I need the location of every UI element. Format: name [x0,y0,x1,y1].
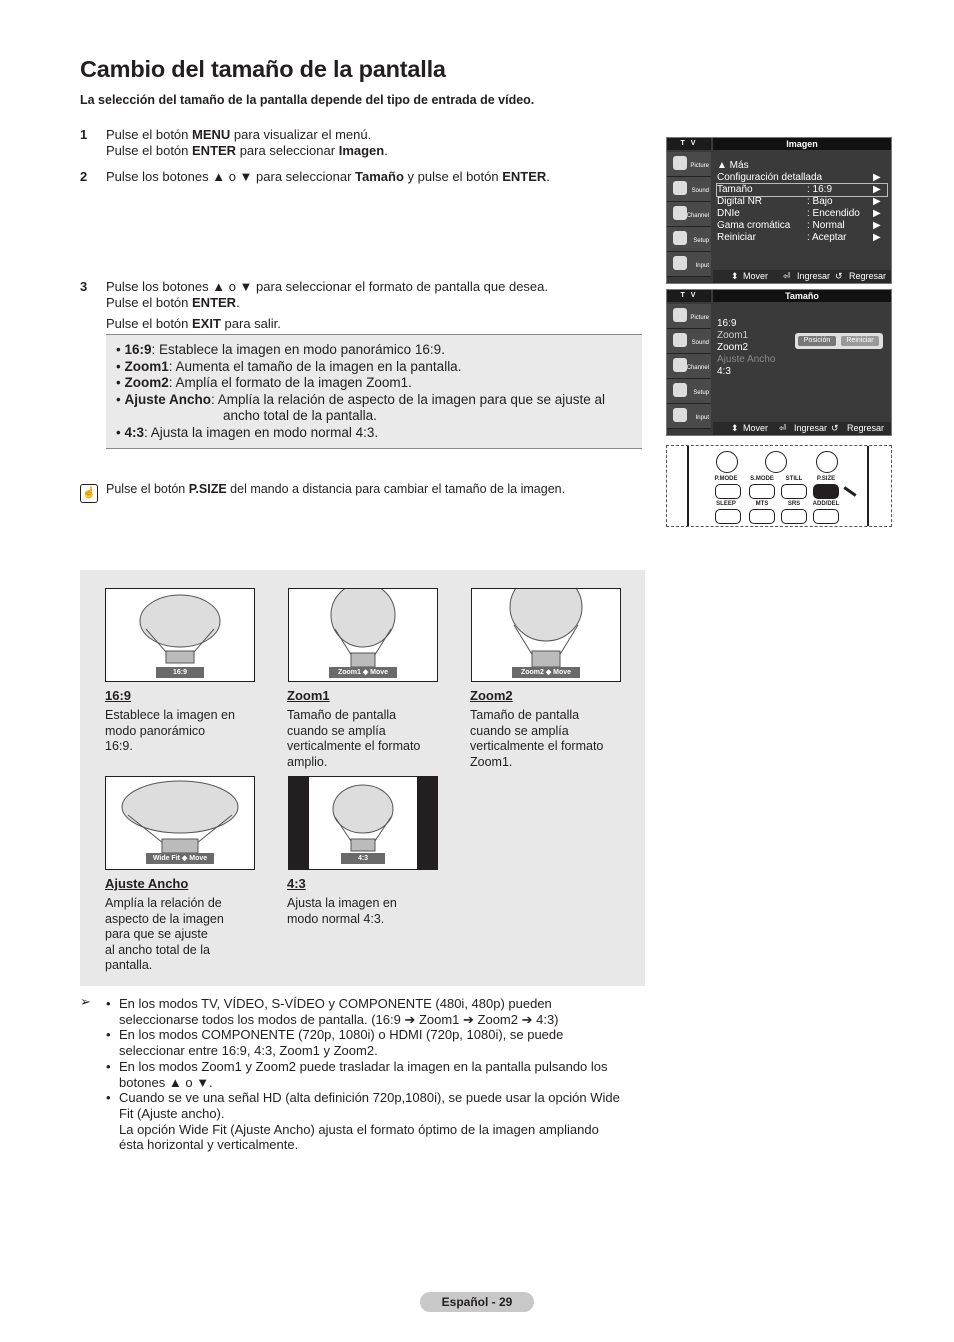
sound-icon [673,333,687,347]
remote-edge [687,446,689,526]
osd-footer-move: Mover [743,271,769,281]
updown-icon: ⬍ [731,423,739,433]
hand-note-icon: ☝ [80,484,98,503]
osd-side-input[interactable] [667,252,711,277]
notes-list [106,996,641,1153]
osd-size-wide-fit[interactable]: Ajuste Ancho [717,354,776,365]
desc-line: Establece la imagen en [105,708,235,722]
osd-side-setup[interactable] [667,379,711,404]
osd-row-value: : Normal [807,220,845,231]
adddel-button[interactable] [813,509,839,524]
channel-icon [673,206,687,220]
desc-line: verticalmente el formato [470,739,604,753]
updown-icon: ⬍ [731,271,739,281]
osd-side-picture[interactable] [667,304,711,329]
osd-side-label: Sound [691,340,709,346]
osd-size-4-3[interactable]: 4:3 [717,366,731,377]
osd-side-label: Picture [690,163,709,169]
psize-button[interactable] [813,484,839,499]
osd-footer-enter: Ingresar [797,271,831,281]
screen-size-tag: Zoom1 ◆ Move [329,667,397,678]
note-line: La opción Wide Fit (Ajuste Ancho) ajusta el formato óptimo de la imagen ampliando [119,1121,599,1137]
osd-side-label: Picture [690,315,709,321]
step-text: y pulse el botón [403,169,503,184]
osd-row-label: Digital NR [717,196,763,207]
desc-line: modo normal 4:3. [287,911,385,926]
step-text: Pulse el botón [106,316,193,331]
note-line: • En los modos COMPONENTE (720p, 1080i) o HDMI (720p, 1080i), se puede [119,1027,564,1043]
thumb-title: 16:9 [105,688,132,703]
remote-control-detail [666,445,892,527]
chevron-right-icon: ▶ [873,232,881,243]
desc-line: aspecto de la imagen [105,911,224,926]
sleep-button[interactable] [715,509,741,524]
remote-button[interactable] [765,451,787,473]
osd-picture-menu [666,137,892,284]
return-icon: ↺ [831,423,839,433]
still-label: STILL [785,476,803,482]
pmode-button[interactable] [715,484,741,499]
osd-sidebar [667,152,711,277]
desc-line: 16:9. [105,739,133,753]
desc-line: pantalla. [105,958,153,972]
osd-submenu [795,333,883,349]
osd-footer-enter: Ingresar [794,423,828,433]
osd-side-channel[interactable] [667,202,711,227]
thumb-description [287,708,437,770]
screen-size-gallery [80,570,645,986]
osd-footer-move: Mover [743,423,769,433]
input-icon [673,256,687,270]
thumb-description [105,896,255,974]
note-line: • En los modos Zoom1 y Zoom2 puede trasladar la imagen en la pantalla pulsando los [119,1058,608,1074]
chevron-right-icon: ▶ [873,220,881,231]
step-number: 2 [80,169,88,184]
step-number: 1 [80,127,88,142]
step-text: para seleccionar [236,143,339,158]
option-desc: : Amplía el formato de la imagen Zoom1. [168,375,412,390]
thumb-title: 4:3 [287,876,306,891]
size-options-box [106,334,642,449]
page-number: Español - 29 [420,1292,534,1312]
note-item [106,1090,641,1153]
menu-name: Tamaño [355,169,404,184]
osd-side-setup[interactable] [667,227,711,252]
remote-button[interactable] [816,451,838,473]
note-line: botones ▲ o ▼. [119,1074,213,1090]
thumb-description [287,896,437,927]
osd-size-zoom2[interactable]: Zoom2 [717,342,749,353]
step-text: Pulse los botones ▲ o ▼ para seleccionar el formato de pantalla que desea. [106,279,548,294]
note-text: Pulse el botón [106,482,189,496]
step-text: Pulse el botón [106,127,193,142]
step-number: 3 [80,279,88,294]
input-icon [673,408,687,422]
option-wide-fit: • Ajuste Ancho: Amplía la relación de aspecto de la imagen para que se ajuste al [116,391,605,407]
option-4-3: • 4:3: Ajusta la imagen en modo normal 4:3. [116,424,379,440]
osd-row-dnie[interactable] [717,208,887,220]
step-text: . [384,143,388,158]
picture-icon [673,156,687,170]
option-name: Zoom1 [124,358,169,374]
osd-row-value: : Bajo [807,196,833,207]
screen-size-tag: Zoom2 ◆ Move [512,667,580,678]
option-zoom1: • Zoom1: Aumenta el tamaño de la imagen en la pantalla. [116,358,462,374]
osd-footer [713,422,891,435]
note-item [106,1027,641,1058]
osd-side-label: Input [695,263,709,269]
step-text: . [236,295,240,310]
option-name: Ajuste Ancho [124,391,211,407]
desc-line: verticalmente el formato [287,739,421,753]
power-button[interactable] [716,451,738,473]
option-name: Zoom2 [124,375,169,390]
thumb-zoom1 [288,588,438,682]
option-desc: : Establece la imagen en modo panorámico 16:9. [151,342,445,357]
thumb-title: Ajuste Ancho [105,876,189,891]
desc-line: Amplía la relación de [105,896,222,910]
osd-row-detailed[interactable] [717,172,887,184]
osd-size-zoom1[interactable]: Zoom1 [717,330,749,341]
smode-button[interactable] [749,484,775,499]
enter-key: ENTER [192,143,237,158]
psize-key: P.SIZE [188,482,227,496]
osd-row-label: Tamaño [717,184,753,195]
osd-menu-items [717,160,887,244]
adddel-label: ADD/DEL [812,501,840,507]
osd-side-label: Channel [686,213,709,219]
osd-footer-back: Regresar [849,271,887,281]
osd-row-size[interactable] [717,184,887,196]
desc-line: amplio. [287,754,328,769]
note-item [106,1059,641,1090]
thumb-description [470,708,620,770]
osd-row-reset[interactable] [717,232,887,244]
pmode-label: P.MODE [714,476,738,482]
srs-button[interactable] [781,509,807,524]
screen-size-tag: 16:9 [156,667,204,678]
desc-line: modo panorámico [105,723,206,738]
osd-side-input[interactable] [667,404,711,429]
osd-row-more[interactable] [717,160,887,172]
thumb-title: Zoom2 [470,688,513,703]
osd-size-menu [666,289,892,436]
page-title: Cambio del tamaño de la pantalla [80,56,446,82]
setup-icon [673,231,687,245]
return-icon: ↺ [835,271,843,281]
osd-row-value: : 16:9 [807,184,833,195]
page-subtitle: La selección del tamaño de la pantalla depende del tipo de entrada de vídeo. [80,93,535,107]
sound-icon [673,181,687,195]
osd-side-channel[interactable] [667,354,711,379]
step-text: para visualizar el menú. [230,127,372,142]
osd-side-label: Input [695,415,709,421]
desc-line: cuando se amplía [287,723,386,738]
note-line: Fit (Ajuste ancho). [119,1105,225,1121]
exit-key: EXIT [192,316,221,331]
osd-row-label: DNIe [717,208,740,219]
osd-row-label: Reiniciar [717,232,756,243]
osd-footer-back: Regresar [847,423,885,433]
osd-row-value: : Aceptar [807,232,847,243]
position-button[interactable]: Posición [798,336,836,346]
osd-side-picture[interactable] [667,152,711,177]
mts-button[interactable] [749,509,775,524]
enter-key: ENTER [192,295,237,310]
desc-line: Tamaño de pantalla [287,708,397,722]
osd-row-digital-nr[interactable] [717,196,887,208]
picture-icon [673,308,687,322]
osd-side-label: Setup [693,238,709,244]
enter-key: ENTER [502,169,547,184]
setup-icon [673,383,687,397]
chevron-right-icon: ▶ [873,208,881,219]
desc-line: para que se ajuste [105,927,208,941]
desc-line: Tamaño de pantalla [470,708,580,722]
note-line: ésta horizontal y verticalmente. [119,1137,299,1153]
osd-footer [713,270,891,283]
osd-menu-title: Imagen [713,138,891,150]
osd-row-label: ▲ Más [717,160,749,171]
osd-row-color-gamut[interactable] [717,220,887,232]
thumb-title: Zoom1 [287,688,330,703]
osd-side-label: Channel [686,365,709,371]
thumb-4-3 [288,776,438,870]
desc-line: cuando se amplía [470,723,569,738]
option-zoom2: • Zoom2: Amplía el formato de la imagen Zoom1. [116,375,412,390]
option-desc-continued: ancho total de la pantalla. [223,408,377,423]
osd-row-label: Gama cromática [717,220,791,231]
option-name: 4:3 [124,424,144,440]
chevron-right-icon: ▶ [873,184,881,195]
desc-line: Zoom1. [470,754,513,769]
note-text: del mando a distancia para cambiar el tamaño de la imagen. [226,482,566,496]
osd-sidebar [667,304,711,429]
option-16-9: • 16:9: Establece la imagen en modo panorámico 16:9. [116,342,445,357]
channel-icon [673,358,687,372]
psize-label: P.SIZE [816,476,836,482]
menu-name: Imagen [338,143,385,158]
screen-size-tag: Wide Fit ◆ Move [146,853,214,864]
step-text: . [546,169,550,184]
mts-label: MTS [755,501,769,507]
osd-tv-label: T V [667,290,711,302]
osd-side-label: Sound [691,188,709,194]
still-button[interactable] [781,484,807,499]
thumb-16-9 [105,588,255,682]
option-desc: : Amplía la relación de aspecto de la imagen para que se ajuste al [211,391,605,407]
psize-note [106,482,565,496]
chevron-right-icon: ▶ [873,172,881,183]
thumb-wide-fit [105,776,255,870]
option-desc: : Ajusta la imagen en modo normal 4:3. [144,424,379,440]
note-line: seleccionarse todos los modos de pantalla. (16:9 ➔ Zoom1 ➔ Zoom2 ➔ 4:3) [119,1011,559,1027]
note-item [106,996,641,1027]
remote-edge [867,446,869,526]
desc-line: al ancho total de la [105,942,210,957]
srs-label: SRS [787,501,801,507]
thumb-description [105,708,255,755]
option-desc: : Aumenta el tamaño de la imagen en la pantalla. [168,358,462,374]
menu-key: MENU [192,127,231,142]
note-line: • En los modos TV, VÍDEO, S-VÍDEO y COMPONENTE (480i, 480p) pueden [119,996,552,1011]
osd-side-sound[interactable] [667,329,711,354]
desc-line: Ajusta la imagen en [287,896,397,910]
enter-icon: ⏎ [779,423,787,433]
osd-tv-label: T V [667,138,711,150]
note-line: • Cuando se ve una señal HD (alta definición 720p,1080i), se puede usar la opción Wide [119,1090,620,1106]
osd-menu-title: Tamaño [713,290,891,302]
osd-row-value: : Encendido [807,208,860,219]
note-line: seleccionar entre 16:9, 4:3, Zoom1 y Zoom2. [119,1043,378,1059]
enter-icon: ⏎ [783,271,791,281]
osd-size-16-9[interactable]: 16:9 [717,318,737,329]
osd-side-sound[interactable] [667,177,711,202]
chevron-right-icon: ▶ [873,196,881,207]
osd-row-label: Configuración detallada [717,172,823,183]
step-text: Pulse los botones ▲ o ▼ para seleccionar [106,169,356,184]
note-arrow-icon: ➢ [80,994,91,1009]
step-text: para salir. [220,316,281,331]
thumb-zoom2 [471,588,621,682]
smode-label: S.MODE [750,476,774,482]
reset-button[interactable]: Reiniciar [841,336,879,346]
step-text: Pulse el botón [106,295,193,310]
pointer-arrow-icon [843,486,856,496]
step-text: Pulse el botón [106,143,193,158]
option-name: 16:9 [124,342,152,357]
sleep-label: SLEEP [716,501,736,507]
screen-size-tag: 4:3 [341,853,385,864]
osd-side-label: Setup [693,390,709,396]
